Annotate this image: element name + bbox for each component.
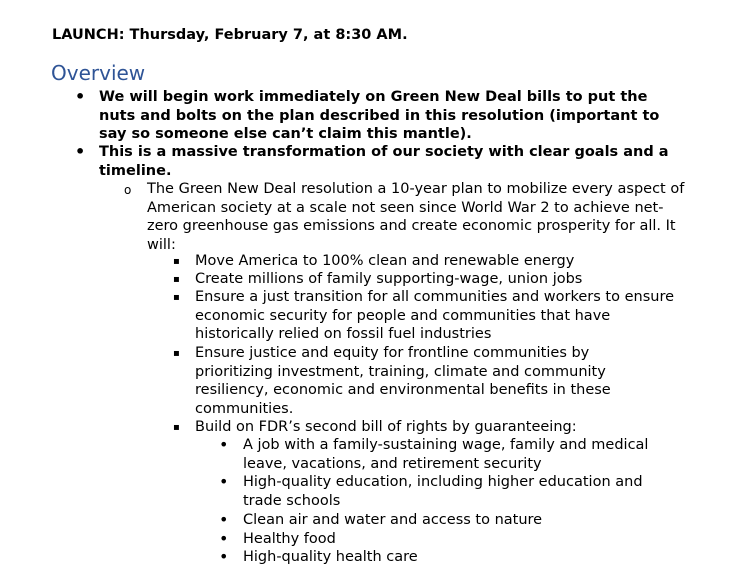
square-bullet-marker: ▪ — [173, 422, 180, 433]
will-item-2: Create millions of family supporting-wage, union jobs — [195, 271, 583, 287]
launch-line: LAUNCH: Thursday, February 7, at 8:30 AM. — [52, 27, 408, 43]
bullet-marker: • — [75, 87, 86, 106]
bullet-item-2: This is a massive transformation of our society with clear goals and a timeline. — [99, 144, 669, 179]
rights-bullet-marker: • — [219, 435, 229, 454]
rights-bullet-marker: • — [219, 472, 229, 491]
square-bullet-marker: ▪ — [173, 274, 180, 285]
overview-heading: Overview — [51, 61, 146, 85]
rights-bullet-marker: • — [219, 529, 229, 548]
rights-item-4: Healthy food — [243, 531, 336, 547]
sub-bullet-item: The Green New Deal resolution a 10-year plan to mobilize every aspect of American society at a scale not seen since World War 2 to achieve net-zero greenhouse gas emissions and create economic prosperity for all. It will: — [147, 181, 685, 253]
rights-item-3: Clean air and water and access to nature — [243, 512, 543, 528]
will-item-3: Ensure a just transition for all communities and workers to ensure economic security for people and communities that have historically relied on fossil fuel industries — [195, 289, 675, 343]
rights-item-2: High-quality education, including higher education and trade schools — [243, 474, 643, 509]
will-item-5: Build on FDR’s second bill of rights by guaranteeing: — [195, 419, 577, 435]
rights-bullet-marker: • — [219, 547, 229, 566]
square-bullet-marker: ▪ — [173, 256, 180, 267]
bullet-marker: • — [75, 142, 86, 161]
bullet-item-1: We will begin work immediately on Green New Deal bills to put the nuts and bolts on the plan described in this resolution (important to say so someone else can’t claim this mantle). — [99, 89, 660, 143]
square-bullet-marker: ▪ — [173, 348, 180, 359]
will-item-1: Move America to 100% clean and renewable energy — [195, 253, 575, 269]
rights-item-1: A job with a family-sustaining wage, family and medical leave, vacations, and retirement security — [243, 437, 649, 472]
will-item-4: Ensure justice and equity for frontline communities by prioritizing investment, training, climate and community resiliency, economic and environmental benefits in these communities. — [195, 345, 611, 417]
rights-bullet-marker: • — [219, 510, 229, 529]
rights-item-5: High-quality health care — [243, 549, 418, 565]
square-bullet-marker: ▪ — [173, 292, 180, 303]
sub-bullet-marker: o — [124, 183, 132, 197]
